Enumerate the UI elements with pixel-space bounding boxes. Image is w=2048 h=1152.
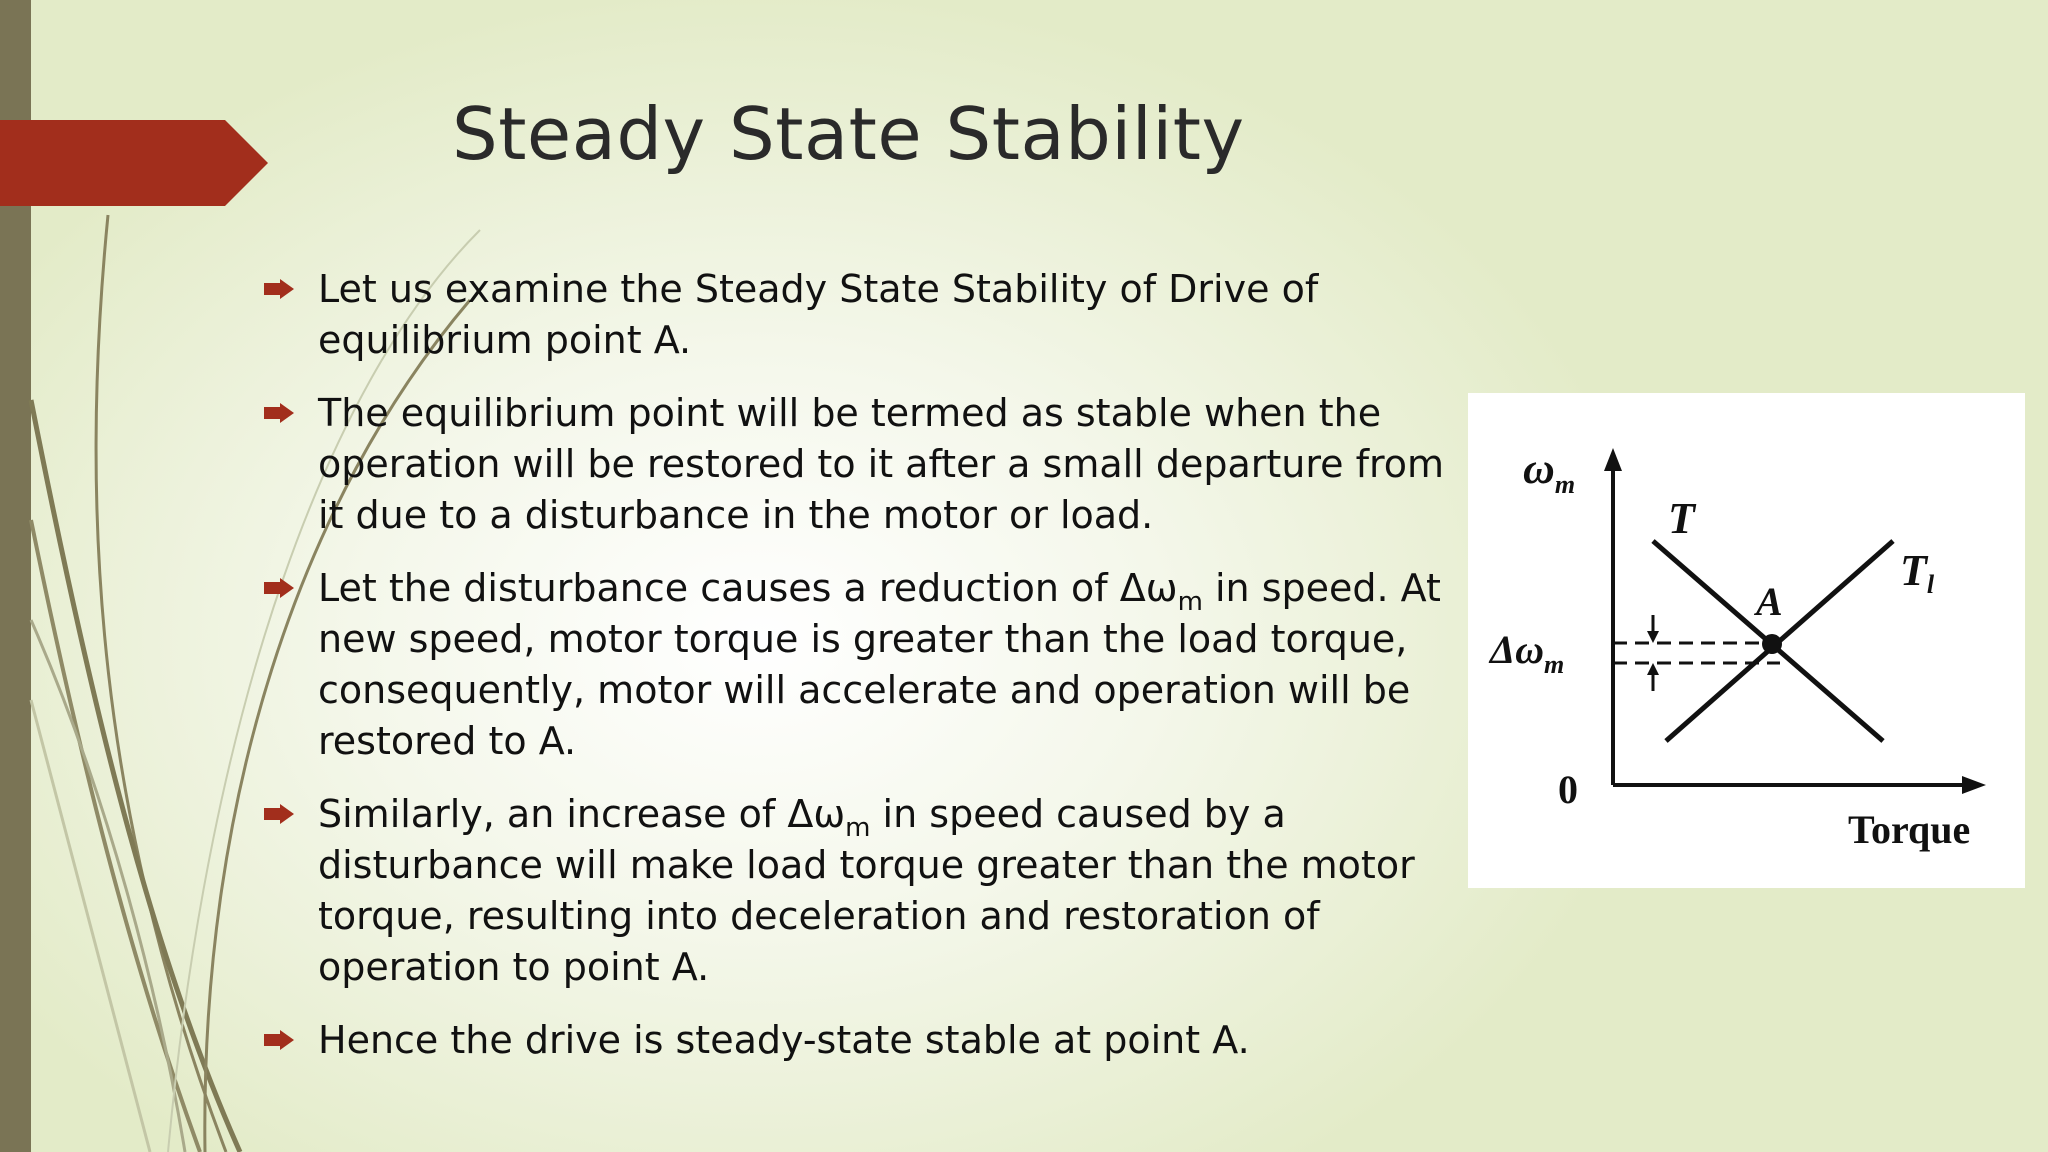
- delta-omega-label: $\Delta\omega_m$: [1490, 627, 1565, 679]
- arrow-bullet-icon: [262, 402, 296, 424]
- equilibrium-point-a: [1762, 634, 1782, 654]
- delta-arrowhead-up: [1647, 663, 1659, 675]
- torque-speed-diagram: [1468, 393, 2025, 888]
- x-axis-arrowhead: [1962, 776, 1986, 794]
- bullet-text: The equilibrium point will be termed as stable when the operation will be restored to it after a small departure from it due to a disturbance in the motor or load.: [318, 391, 1445, 537]
- title-accent-tab: [0, 120, 270, 206]
- x-axis-label: Torque: [1848, 807, 1971, 852]
- origin-label: 0: [1558, 767, 1578, 812]
- arrow-bullet-icon: [262, 278, 296, 300]
- arrow-bullet-icon: [262, 1029, 296, 1051]
- y-axis-label: $\omega_m$: [1523, 444, 1576, 499]
- slide-title: Steady State Stability: [452, 92, 1245, 176]
- y-axis-arrowhead: [1604, 448, 1622, 471]
- bullet-text: Similarly, an increase of $\Delta\omega_m$ in speed caused by a disturbance will make load torque greater than the motor torque, resulting into deceleration and restoration of operation to point A.: [318, 792, 1415, 989]
- bullet-item: [262, 264, 1462, 366]
- bullet-item: [262, 1015, 1462, 1066]
- load-torque-label: Tl: [1900, 546, 1935, 599]
- bullet-item: [262, 563, 1462, 767]
- torque-speed-diagram-svg: [1468, 393, 2025, 888]
- bullet-list: [262, 264, 1462, 1088]
- bullet-text: Hence the drive is steady-state stable at point A.: [318, 1018, 1250, 1062]
- bullet-item: [262, 388, 1462, 541]
- arrow-bullet-icon: [262, 803, 296, 825]
- delta-arrowhead-down: [1647, 631, 1659, 643]
- bullet-item: [262, 789, 1462, 993]
- arrow-bullet-icon: [262, 577, 296, 599]
- motor-torque-label: T: [1668, 494, 1695, 543]
- bullet-text: Let us examine the Steady State Stability of Drive of equilibrium point A.: [318, 267, 1319, 362]
- bullet-text: Let the disturbance causes a reduction of $\Delta\omega_m$ in speed. At new speed, motor torque is greater than the load torque, consequently, motor will accelerate and operation will be restored to A.: [318, 566, 1441, 763]
- point-a-label: A: [1756, 579, 1783, 624]
